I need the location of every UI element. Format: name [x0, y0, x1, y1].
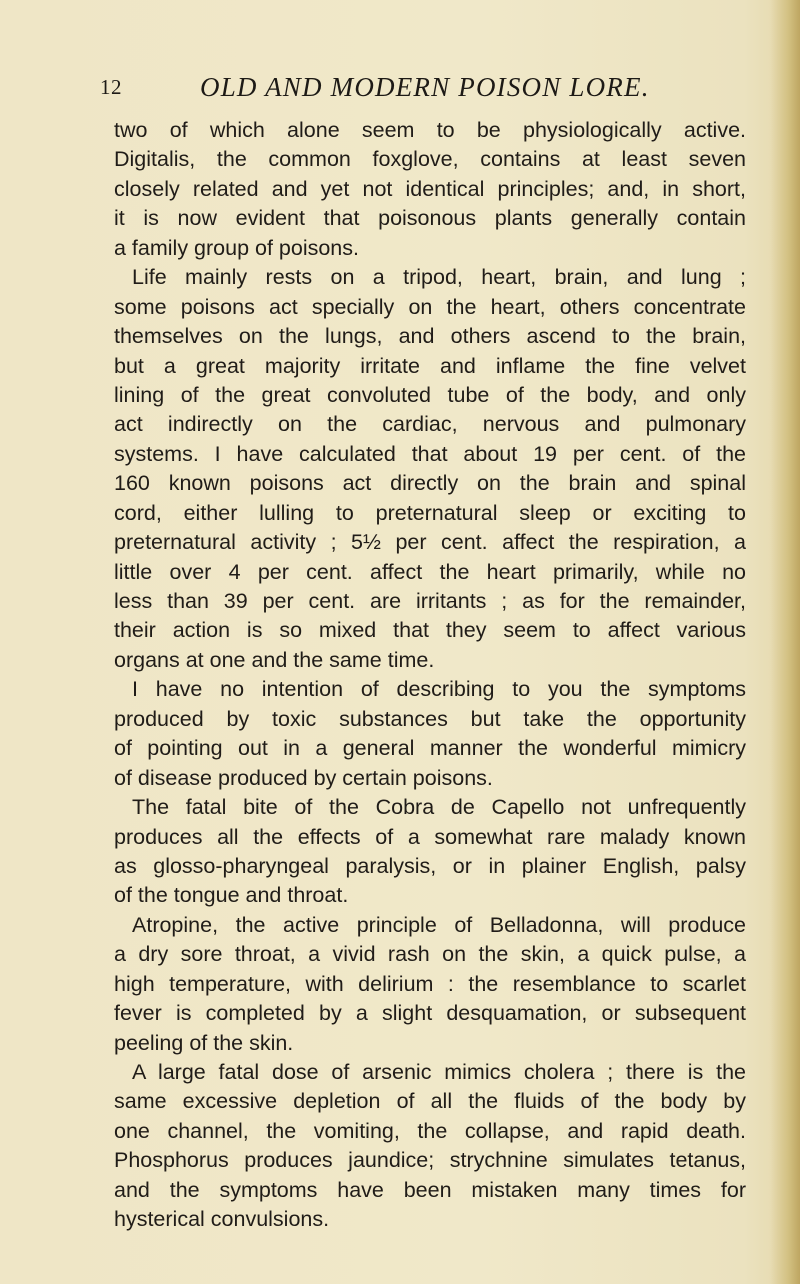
text-line: A large fatal dose of arsenic mimics cholera ; there is the	[132, 1060, 746, 1084]
running-title: OLD AND MODERN POISON LORE.	[200, 72, 650, 102]
text-line: cord, either lulling to preternatural sleep or exciting to	[114, 500, 746, 525]
text-line: their action is so mixed that they seem to affect various	[114, 618, 746, 643]
running-head	[100, 72, 720, 102]
text-line: as glosso-pharyngeal paralysis, or in plainer English, palsy	[114, 853, 746, 878]
text-line: 160 known poisons act directly on the brain and spinal	[114, 471, 746, 496]
text-line: closely related and yet not identical principles; and, in short,	[114, 176, 746, 201]
text-line: Atropine, the active principle of Belladonna, will produce	[132, 912, 746, 937]
text-line: it is now evident that poisonous plants generally contain	[114, 206, 746, 231]
text-line: fever is completed by a slight desquamation, or subsequent	[114, 1001, 746, 1026]
text-line: I have no intention of describing to you the symptoms	[132, 677, 746, 702]
text-line: Life mainly rests on a tripod, heart, brain, and lung ;	[132, 265, 746, 290]
text-line: produces all the effects of a somewhat rare malady known	[114, 824, 746, 849]
text-line: peeling of the skin.	[114, 1030, 294, 1055]
text-line: a dry sore throat, a vivid rash on the skin, a quick pulse, a	[114, 942, 746, 967]
text-line: two of which alone seem to be physiologically active.	[114, 118, 746, 142]
text-line: organs at one and the same time.	[114, 647, 435, 672]
text-line: some poisons act specially on the heart, others concentrate	[114, 294, 746, 319]
text-line: lining of the great convoluted tube of the body, and only	[114, 382, 746, 407]
text-line: less than 39 per cent. are irritants ; as for the remainder,	[114, 589, 746, 613]
page-number: 12	[100, 75, 122, 99]
text-line: The fatal bite of the Cobra de Capello not unfrequently	[132, 795, 746, 820]
text-line: preternatural activity ; 5½ per cent. affect the respiration, a	[114, 530, 746, 555]
text-line: one channel, the vomiting, the collapse, and rapid death.	[114, 1118, 746, 1143]
text-line: act indirectly on the cardiac, nervous and pulmonary	[114, 412, 746, 437]
text-line: hysterical convulsions.	[114, 1207, 330, 1232]
text-line: of pointing out in a general manner the wonderful mimicry	[114, 736, 746, 761]
text-line: little over 4 per cent. affect the heart primarily, while no	[114, 559, 746, 584]
body-text	[114, 116, 746, 1235]
text-line: Digitalis, the common foxglove, contains at least seven	[114, 147, 746, 172]
text-line: but a great majority irritate and inflame the fine velvet	[114, 353, 746, 378]
text-line: Phosphorus produces jaundice; strychnine simulates tetanus,	[114, 1148, 746, 1173]
text-line: themselves on the lungs, and others ascend to the brain,	[114, 324, 746, 349]
text-line: a family group of poisons.	[114, 235, 359, 260]
text-line: systems. I have calculated that about 19 per cent. of the	[114, 441, 746, 466]
page-edge-stain	[770, 0, 800, 1284]
text-line: high temperature, with delirium : the resemblance to scarlet	[114, 971, 746, 996]
text-line: produced by toxic substances but take the opportunity	[114, 706, 746, 731]
text-line: same excessive depletion of all the fluids of the body by	[114, 1089, 746, 1114]
text-line: of the tongue and throat.	[114, 883, 349, 908]
text-line: and the symptoms have been mistaken many times for	[114, 1177, 746, 1202]
text-line: of disease produced by certain poisons.	[114, 765, 493, 790]
